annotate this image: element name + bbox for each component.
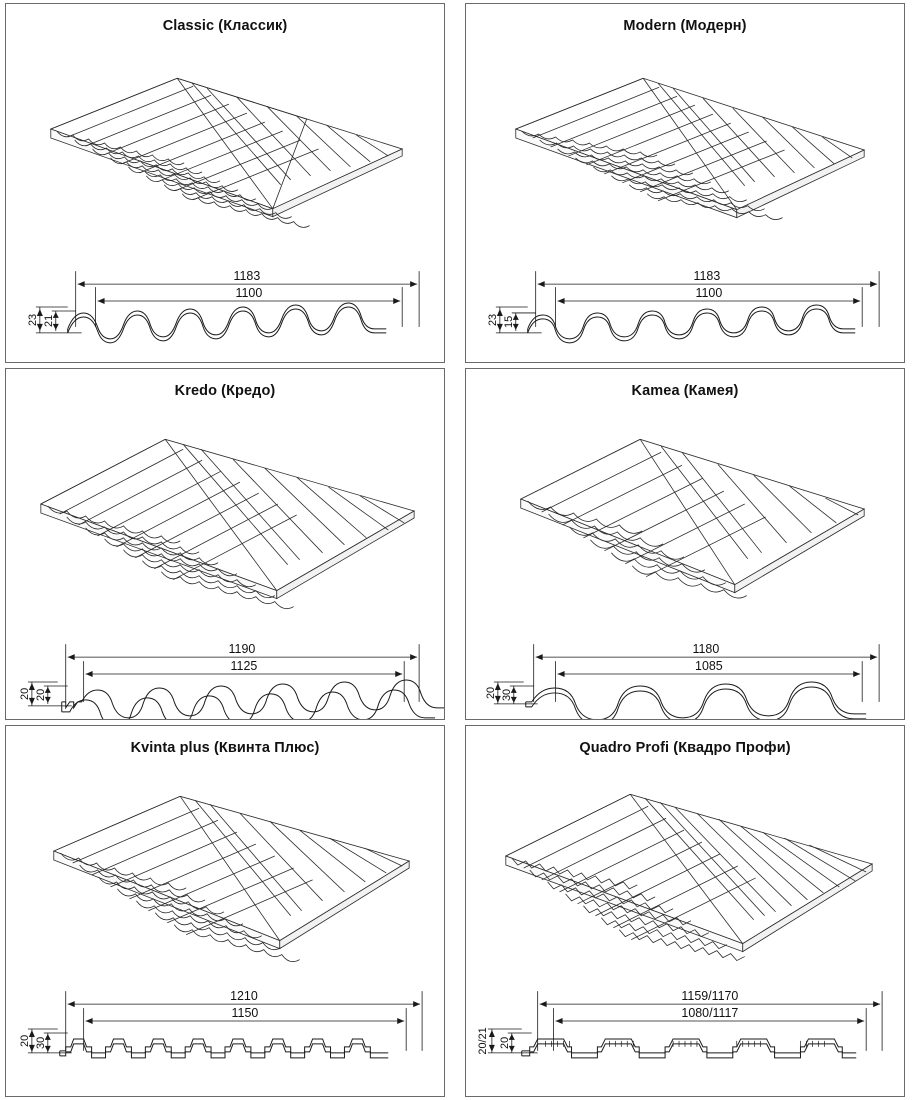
dim-useful-width-classic: 1100	[235, 286, 263, 301]
dim-total-width-quadro: 1159/1170	[681, 989, 739, 1004]
card-title-modern: Modern (Модерн)	[623, 18, 747, 34]
dim-height-total-classic: 23	[26, 313, 39, 327]
dim-useful-width-quadro: 1080/1117	[681, 1006, 739, 1021]
dim-total-width-kamea: 1180	[692, 642, 720, 657]
dim-total-width-classic: 1183	[233, 269, 261, 284]
dim-useful-width-kvinta: 1150	[231, 1006, 259, 1021]
card-title-kvinta-plus: Kvinta plus (Квинта Плюс)	[130, 740, 320, 756]
dim-height-total-modern: 23	[486, 313, 499, 327]
dim-height-total-kredo: 20	[18, 687, 31, 701]
tile-card-kredo	[5, 368, 445, 720]
kamea-tile-perspective	[466, 399, 904, 624]
quadro-profi-tile-perspective	[466, 756, 904, 971]
kvinta-plus-profile-section	[6, 971, 444, 1081]
dim-total-width-kvinta: 1210	[230, 989, 258, 1004]
modern-profile-section	[466, 249, 904, 359]
classic-tile-perspective	[6, 34, 444, 249]
card-title-classic: Classic (Классик)	[162, 18, 288, 34]
dim-height-step-modern: 15	[502, 315, 515, 329]
kredo-profile-section	[6, 624, 444, 720]
kamea-profile-section	[466, 624, 904, 720]
dim-useful-width-kamea: 1085	[695, 659, 723, 674]
classic-profile-section	[6, 249, 444, 359]
modern-tile-perspective	[466, 34, 904, 249]
tile-card-modern	[465, 3, 905, 363]
card-title-kredo: Kredo (Кредо)	[174, 383, 276, 399]
card-title-kamea: Kamea (Камея)	[631, 383, 739, 399]
tile-card-quadro-profi	[465, 725, 905, 1097]
dim-height-step-classic: 21	[42, 314, 55, 328]
dim-height-step-quadro: 20	[498, 1036, 511, 1050]
dim-height-step-kamea: 30	[500, 688, 513, 702]
tile-card-classic	[5, 3, 445, 363]
kredo-tile-perspective	[6, 399, 444, 624]
card-title-quadro-profi: Quadro Profi (Квадро Профи)	[579, 740, 791, 756]
dim-height-step-kredo: 20	[34, 688, 47, 702]
dim-useful-width-kredo: 1125	[230, 659, 258, 674]
kvinta-plus-tile-perspective	[6, 756, 444, 971]
dim-height-total-kamea: 20	[484, 686, 497, 700]
dim-total-width-kredo: 1190	[228, 642, 256, 657]
dim-useful-width-modern: 1100	[695, 286, 723, 301]
tile-card-kamea	[465, 368, 905, 720]
dim-height-total-quadro: 20/21	[476, 1027, 489, 1055]
dim-total-width-modern: 1183	[693, 269, 721, 284]
dim-height-total-kvinta: 20	[18, 1034, 31, 1048]
dim-height-step-kvinta: 30	[34, 1036, 47, 1050]
tile-card-kvinta-plus	[5, 725, 445, 1097]
quadro-profi-profile-section	[466, 971, 904, 1081]
